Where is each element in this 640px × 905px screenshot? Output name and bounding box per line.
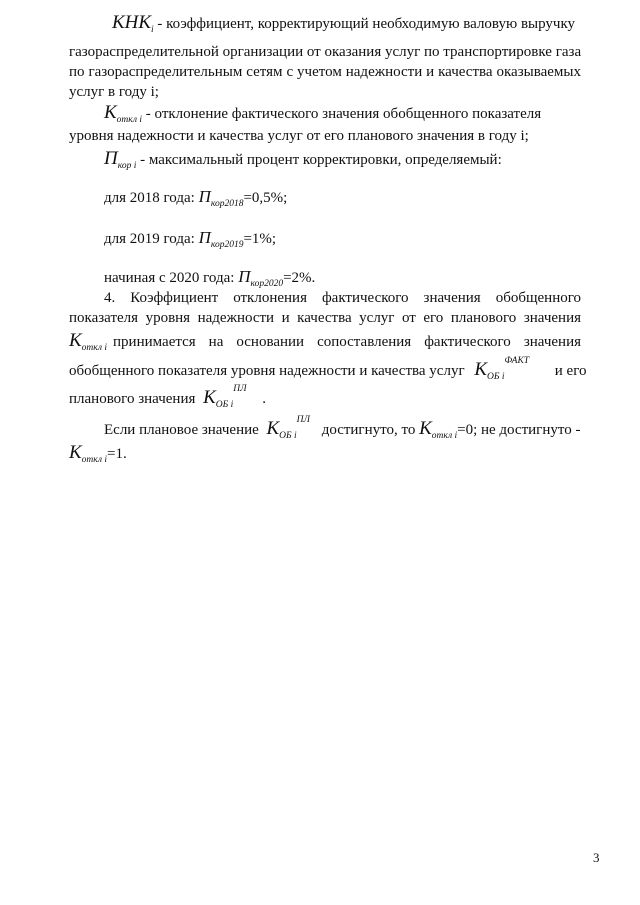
kotkl-symbol-p5b: $К_{откл i}$ [69,442,108,465]
year-2018-line: для 2018 года: $П_{кор2018}=0,5\%$; [104,187,288,209]
paragraph-4-line-4: обобщенного показателя уровня надежности и качества услуг $К_{ОБ i}^{ФАКТ}$ и его [69,356,587,382]
kotkl-definition-line-2: уровня надежности и качества услуг от его планового значения в году i; [69,128,529,144]
pkor-symbol: $П_{кор i}$ [104,148,137,171]
knk-definition-line-2: газораспределительной организации от оказания услуг по транспортировке газа [69,44,582,60]
knk-symbol: $КНК_i$ [112,12,154,35]
kotkl-definition-line-1: $К_{откл i}$ - отклонение фактического значения обобщенного показателя [104,102,542,125]
knk-definition-line-4: услуг в году i; [69,84,159,100]
year-2020-line: начиная с 2020 года: $П_{кор2020}=2\%$. [104,267,316,289]
year-2019-line: для 2019 года: $П_{кор2019}=1\%$; [104,228,277,250]
pkor2019-symbol: $П_{кор2019}$ [198,228,244,250]
paragraph-4-line-2: показателя уровня надежности и качества услуг от его планового значения [69,310,581,326]
knk-definition-line-1: $КНК_i$ - коэффициент, корректирующий необходимую валовую выручку [112,12,576,35]
paragraph-4-line-5: планового значения $К_{ОБ i}^{ПЛ}$ . [69,384,267,410]
kob-fact-symbol: $К_{ОБ i}^{ФАКТ}$ [474,356,530,382]
kob-plan-symbol: $К_{ОБ i}^{ПЛ}$ [203,384,247,410]
knk-definition-line-3: по газораспределительным сетям с учетом надежности и качества оказываемых [69,64,581,80]
paragraph-5-line-1: Если плановое значение $К_{ОБ i}^{ПЛ}$ достигнуто, то $К_{откл i}=0$; не достигнуто - [104,415,581,441]
pkor2018-symbol: $П_{кор2018}$ [198,187,244,209]
pkor-definition-line-1: $П_{кор i}$ - максимальный процент корректировки, определяемый: [104,148,502,171]
pkor2020-symbol: $П_{кор2020}$ [238,267,284,289]
page-number: 3 [593,850,600,865]
paragraph-5-line-2: $К_{откл i}=1$. [69,442,127,465]
paragraph-4-line-3: $К_{откл i}$ принимается на основании сопоставления фактического значения [69,330,581,353]
paragraph-4-line-1: 4. Коэффициент отклонения фактического значения обобщенного [104,290,581,306]
kotkl-symbol: $К_{откл i}$ [104,102,143,125]
kotkl-symbol-p4: $К_{откл i}$ [69,330,108,353]
kob-plan-symbol-p5: $К_{ОБ i}^{ПЛ}$ [266,415,310,441]
kotkl-symbol-p5a: $К_{откл i}$ [419,418,458,441]
